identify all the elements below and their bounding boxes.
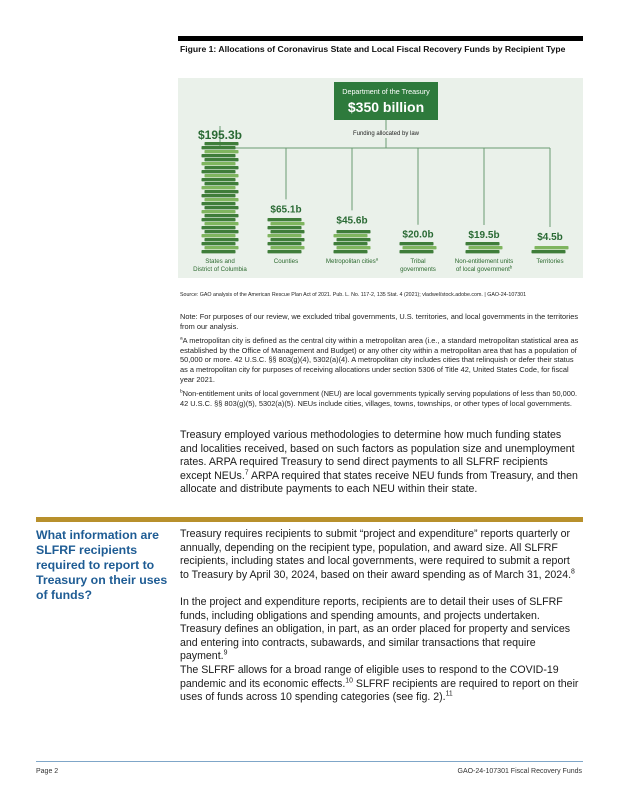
category-label: States and <box>205 258 235 265</box>
money-bill <box>268 234 302 237</box>
body-paragraph-3 <box>180 596 580 664</box>
money-bill <box>205 158 239 161</box>
money-bill <box>535 246 569 249</box>
treasury-label: Department of the Treasury <box>342 87 430 96</box>
money-bill <box>202 218 236 221</box>
note-b-mark: b <box>180 389 183 395</box>
category-label: Metropolitan cities$^a$ <box>325 256 379 265</box>
category-label: Territories <box>536 258 564 265</box>
money-bill <box>205 238 239 241</box>
category-label: governments <box>400 266 436 273</box>
note-main: Note: For purposes of our review, we excluded tribal governments, U.S. territories, and local governments in the territories from our analysis. <box>180 312 579 331</box>
money-bill <box>337 230 371 233</box>
connector-label: Funding allocated by law <box>352 131 420 137</box>
money-bill <box>202 194 236 197</box>
money-bill <box>205 230 239 233</box>
p4-text: The SLFRF allows for a broad range of eligible uses to respond to the COVID-19 pandemic and its economic effects. <box>180 664 559 690</box>
money-bill <box>205 222 239 225</box>
footnote-ref-8: 8 <box>571 567 575 575</box>
page-number: Page 2 <box>36 768 59 775</box>
footnote-ref-11: 11 <box>445 690 453 698</box>
money-bill <box>202 170 236 173</box>
p2-text: Treasury requires recipients to submit “project and expenditure” reports quarterly or annually, depending on the recipient type, population, and award size. All SLFRF recipients, including states and local governments, were required to submit a report to Treasury by April 30, 2024, based on their award spending as of March 31, 2024. <box>180 528 572 581</box>
money-bill <box>205 190 239 193</box>
figure-title: Figure 1: Allocations of Coronavirus State and Local Fiscal Recovery Funds by Recipient Type <box>180 44 566 54</box>
money-bill <box>400 250 434 253</box>
p1-text: Treasury employed various methodologies to determine how much funding states and localities received, based on such factors as population size and unemployment rates. ARPA required Treasury to send direct payments to all SLFRF recipients except NEUs. <box>180 429 575 482</box>
money-bill <box>271 230 305 233</box>
category-superscript: a <box>375 256 379 262</box>
p3-text: In the project and expenditure reports, recipients are to detail their uses of SLFRF funds, including obligations and spending amounts, and projects undertaken. Treasury defines an obligation, in part, as an order placed for property and services and entering into contracts, subawards, and similar transactions that require payment. <box>180 596 571 662</box>
money-bill <box>202 242 236 245</box>
category-label: of local government$^b$ <box>455 264 513 273</box>
money-bill <box>403 246 437 249</box>
footer-rule <box>36 761 583 762</box>
money-bill <box>469 246 503 249</box>
money-bill <box>205 182 239 185</box>
money-bill <box>205 166 239 169</box>
money-bill <box>334 234 368 237</box>
money-bill <box>532 250 566 253</box>
category-superscript: b <box>509 264 513 270</box>
footnote-ref-10: 10 <box>345 676 353 684</box>
money-bill <box>205 214 239 217</box>
category-label: Counties <box>273 258 299 265</box>
figure-top-rule <box>178 36 583 41</box>
money-bill <box>271 238 305 241</box>
figure-source: Source: GAO analysis of the American Rescue Plan Act of 2021. Pub. L. No. 117-2, 135 Stat. 4 (2021); vladwel/stock.adobe.com. | GAO-24-107301 <box>180 292 527 298</box>
allocation-chart <box>178 78 583 278</box>
money-bill <box>205 150 239 153</box>
body-paragraph-2 <box>180 528 580 582</box>
money-bill <box>337 246 371 249</box>
money-bill <box>202 154 236 157</box>
money-bill <box>334 242 368 245</box>
money-bill <box>268 242 302 245</box>
money-bill <box>202 146 236 149</box>
money-bill <box>202 210 236 213</box>
footnote-ref-7: 7 <box>244 468 249 476</box>
money-bill <box>268 226 302 229</box>
money-bill <box>268 218 302 221</box>
money-bill <box>466 250 500 253</box>
category-label: Non-entitlement units <box>454 258 514 265</box>
money-bill <box>202 234 236 237</box>
note-a-mark: a <box>180 336 183 342</box>
figure-notes <box>180 312 583 413</box>
side-heading: What information are SLFRF recipients required to report to Treasury on their uses of funds? <box>36 528 168 602</box>
money-bill <box>268 250 302 253</box>
money-bill <box>337 238 371 241</box>
money-bill <box>202 162 236 165</box>
note-a-text: A metropolitan city is defined as the central city within a metropolitan area (i.e., a standard metropolitan statistical area as established by the Office of Management and Budget) or any other city within a metropolitan area that has a population of 50,000 or more. 42 U.S.C. §§ 803(g)(4), 5302(a)(4). A metropolitan city includes cities that relinquish or defer their status as a metropolitan city for purposes of receiving allocations under section 5306 of Title 42, United States Code, for fiscal year 2021. <box>180 336 579 384</box>
money-bill <box>202 226 236 229</box>
category-label: Tribal <box>410 258 426 265</box>
value-label: $195.3b <box>197 128 243 142</box>
treasury-amount: $350 billion <box>347 99 425 115</box>
note-b <box>180 389 583 408</box>
money-bill <box>202 202 236 205</box>
money-bill <box>205 198 239 201</box>
footnote-ref-9: 9 <box>223 649 228 657</box>
money-bill <box>205 206 239 209</box>
money-bill <box>466 242 500 245</box>
money-bill <box>202 250 236 253</box>
p4-tail: SLFRF recipients are required to report on their uses of funds across 10 spending categories (see fig. 2). <box>180 677 579 703</box>
value-label: $65.1b <box>270 204 302 216</box>
money-bill <box>400 242 434 245</box>
money-bill <box>334 250 368 253</box>
value-label: $4.5b <box>537 232 563 243</box>
category-label: District of Columbia <box>193 266 247 273</box>
value-label: $20.0b <box>402 229 434 241</box>
body-paragraph-4 <box>180 664 580 705</box>
note-a <box>180 336 583 384</box>
value-label: $19.5b <box>468 230 500 242</box>
money-bill <box>271 222 305 225</box>
money-bill <box>202 186 236 189</box>
note-b-text: Non-entitlement units of local government (NEU) are local governments typically serving populations of less than 50,000. 42 U.S.C. §§ 803(g)(5), 5302(a)(5). NEUs include cities, villages, towns, townships, or other types of local governments. <box>180 389 578 408</box>
money-bill <box>205 174 239 177</box>
section-divider <box>36 517 583 522</box>
money-bill <box>202 178 236 181</box>
money-bill <box>205 246 239 249</box>
money-bill <box>271 246 305 249</box>
body-paragraph-1 <box>180 429 580 497</box>
p1-tail: ARPA required that states receive NEU funds from Treasury, and then allocate and distribute payments to each NEU within their state. <box>180 469 578 495</box>
value-label: $45.6b <box>336 215 368 227</box>
report-number: GAO-24-107301 Fiscal Recovery Funds <box>457 768 582 775</box>
money-bill <box>205 142 239 145</box>
